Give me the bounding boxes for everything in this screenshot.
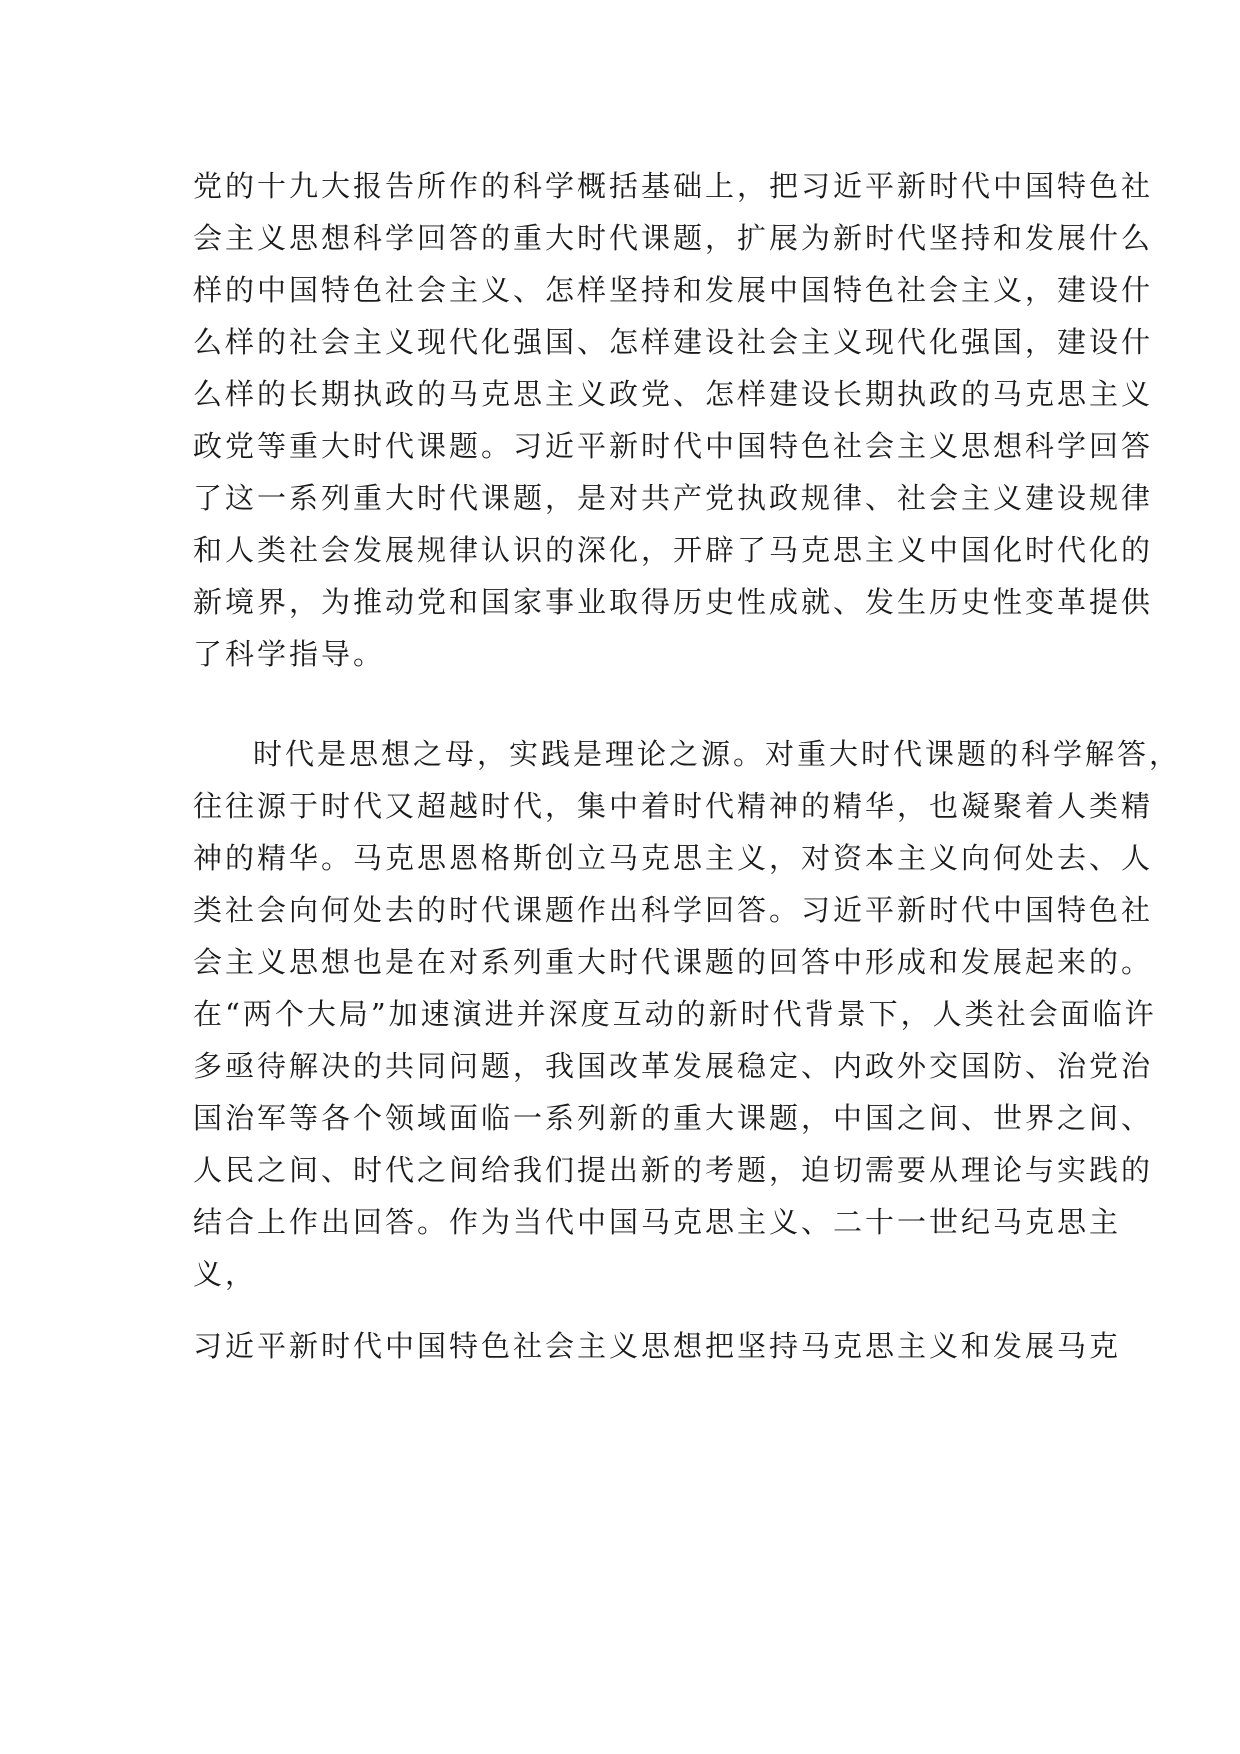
text-line: 往往源于时代又超越时代，集中着时代精神的精华，也凝聚着人类精 [193,789,1154,823]
text-line: 习近平新时代中国特色社会主义思想把坚持马克思主义和发展马克 [193,1329,1122,1363]
paragraph-1 [193,160,1154,680]
text-line: 义， [193,1257,258,1291]
text-line: 人民之间、时代之间给我们提出新的考题，迫切需要从理论与实践的 [193,1153,1154,1187]
text-line: 国治军等各个领域面临一系列新的重大课题，中国之间、世界之间、 [193,1101,1154,1135]
text-line: 会主义思想科学回答的重大时代课题，扩展为新时代坚持和发展什么 [193,221,1154,255]
text-line: 么样的长期执政的马克思主义政党、怎样建设长期执政的马克思主义 [193,377,1154,411]
paragraph-3 [193,1320,1122,1372]
text-line: 神的精华。马克思恩格斯创立马克思主义，对资本主义向何处去、人 [193,841,1154,875]
text-line: 多亟待解决的共同问题，我国改革发展稳定、内政外交国防、治党治 [193,1049,1154,1083]
text-line: 会主义思想也是在对系列重大时代课题的回答中形成和发展起来的。 [193,945,1154,979]
text-line: 政党等重大时代课题。习近平新时代中国特色社会主义思想科学回答 [193,429,1154,463]
text-line: 类社会向何处去的时代课题作出科学回答。习近平新时代中国特色社 [193,893,1154,927]
text-line: 党的十九大报告所作的科学概括基础上，把习近平新时代中国特色社 [193,169,1154,203]
text-line: 了这一系列重大时代课题，是对共产党执政规律、社会主义建设规律 [193,481,1154,515]
text-line: 新境界，为推动党和国家事业取得历史性成就、发生历史性变革提供 [193,585,1154,619]
text-line: 了科学指导。 [193,637,386,671]
text-line: 么样的社会主义现代化强国、怎样建设社会主义现代化强国，建设什 [193,325,1154,359]
text-line: 样的中国特色社会主义、怎样坚持和发展中国特色社会主义，建设什 [193,273,1154,307]
text-line: 结合上作出回答。作为当代中国马克思主义、二十一世纪马克思主 [193,1205,1122,1239]
paragraph-2 [193,728,1182,1300]
text-line: 和人类社会发展规律认识的深化，开辟了马克思主义中国化时代化的 [193,533,1154,567]
text-line: 在“两个大局”加速演进并深度互动的新时代背景下，人类社会面临许 [193,997,1157,1031]
text-line: 时代是思想之母，实践是理论之源。对重大时代课题的科学解答， [253,737,1182,771]
